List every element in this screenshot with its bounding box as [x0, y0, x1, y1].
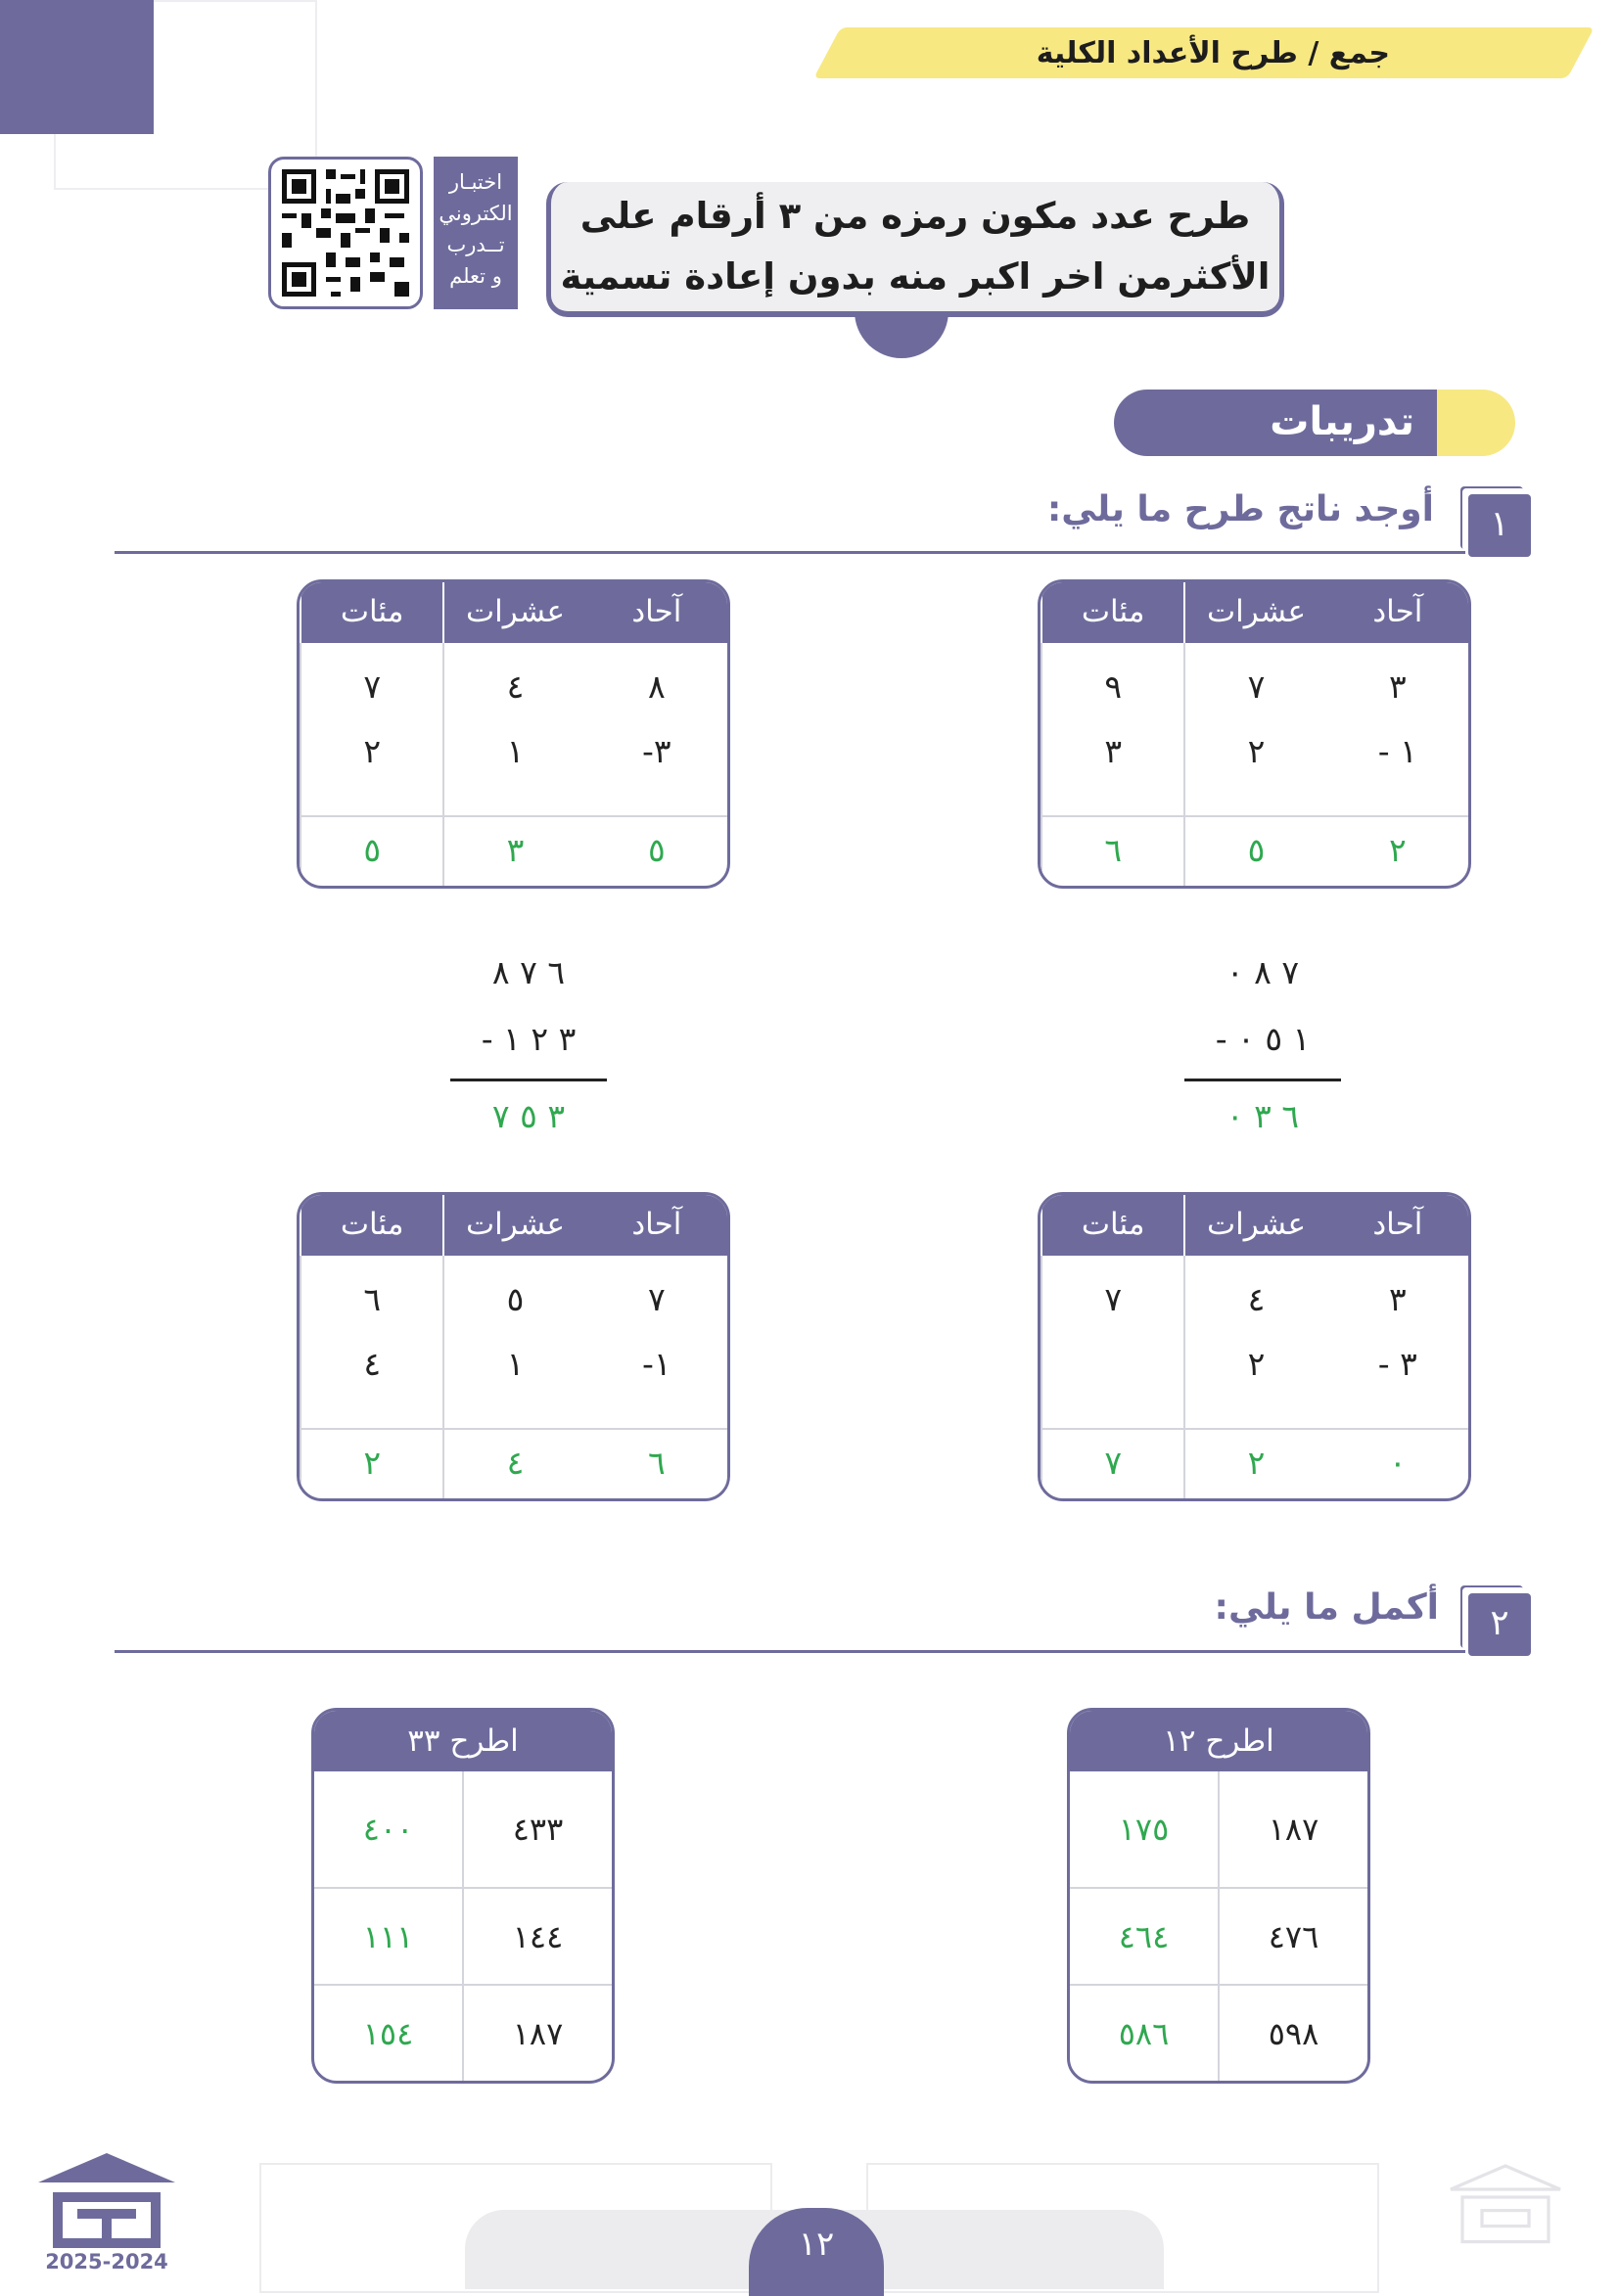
cell: ٢	[363, 732, 382, 770]
cell: ٥	[506, 1280, 525, 1318]
question-text-2: أكمل ما يلي:	[1214, 1587, 1439, 1628]
cell: ٤	[506, 667, 525, 706]
input-cell: ٤٧٦	[1218, 1889, 1367, 1984]
result-ones: ٦	[647, 1444, 666, 1482]
cell: ٣	[1104, 732, 1123, 770]
result-ones: ٥	[647, 831, 666, 869]
function-table-header: اطرح ١٢	[1070, 1711, 1367, 1771]
header-hundreds: مئات	[300, 582, 442, 643]
input-cell: ٤٣٣	[462, 1771, 612, 1887]
minuend: ٧ ٨ ٠	[1226, 953, 1300, 991]
cell: ٦	[363, 1280, 382, 1318]
result-tens: ٣	[442, 817, 585, 886]
header-ones: آحاد	[631, 594, 682, 629]
header-ones: آحاد	[631, 1207, 682, 1242]
result-tens: ٢	[1183, 1430, 1326, 1498]
input-cell: ٥٩٨	[1218, 1986, 1367, 2081]
header-ones: آحاد	[1372, 594, 1423, 629]
question-underline-2	[115, 1650, 1465, 1653]
lesson-title-line1: طرح عدد مكون رمزه من ٣ أرقام على	[579, 195, 1251, 237]
cell: ٣-	[642, 732, 671, 770]
qr-label-line2: الكتروني	[439, 202, 513, 225]
section-title: تدريبات	[1270, 399, 1414, 444]
lesson-title-tab	[855, 311, 948, 358]
subtrahend: ٣ ٢ ١ -	[481, 1020, 577, 1058]
header-hundreds: مئات	[1041, 582, 1183, 643]
qr-label	[434, 157, 518, 309]
lesson-title-line2: الأكثرمن اخر اكبر منه بدون إعادة تسمية	[560, 255, 1271, 298]
cell: ٤	[1247, 1280, 1266, 1318]
vertical-subtraction-2	[440, 940, 617, 1146]
function-table-header: اطرح ٣٣	[314, 1711, 612, 1771]
place-value-table-1	[1038, 579, 1471, 889]
cell: ٧	[647, 1280, 666, 1318]
result-hundreds: ٥	[300, 817, 442, 886]
output-cell: ١٥٤	[362, 2014, 414, 2052]
cell: ٣	[1388, 1280, 1407, 1318]
corner-block	[0, 0, 154, 134]
watermark-logo-icon	[1447, 2151, 1564, 2259]
edition-year: 2025-2024	[45, 2250, 168, 2273]
sum-line	[450, 1079, 607, 1081]
lesson-title	[558, 186, 1272, 307]
header-tens: عشرات	[1183, 582, 1326, 643]
cell: ٣ -	[1377, 1345, 1417, 1383]
output-cell: ٤٠٠	[362, 1811, 414, 1848]
cell: ١ -	[1377, 732, 1417, 770]
header-hundreds: مئات	[300, 1195, 442, 1256]
publisher-logo-text	[33, 2226, 180, 2227]
header-hundreds: مئات	[1041, 1195, 1183, 1256]
section-header-accent	[1437, 390, 1515, 456]
cell: ٣	[1388, 667, 1407, 706]
result-ones: ٢	[1388, 831, 1407, 869]
watermark-logo	[1447, 2151, 1564, 2259]
question-number-1: ١	[1468, 494, 1531, 557]
result-ones: ٠	[1388, 1444, 1407, 1482]
header-title: جمع / طرح الأعداد الكلية	[1036, 36, 1390, 70]
cell: ٨	[647, 667, 666, 706]
question-number-2: ٢	[1468, 1593, 1531, 1656]
subtrahend: ١ ٥ ٠ -	[1215, 1020, 1311, 1058]
difference: ٣ ٥ ٧	[491, 1097, 566, 1135]
output-cell: ٥٨٦	[1118, 2014, 1170, 2052]
result-tens: ٤	[442, 1430, 585, 1498]
header-ones: آحاد	[1372, 1207, 1423, 1242]
cell: ٩	[1104, 667, 1123, 706]
place-value-table-4	[297, 1192, 730, 1501]
cell: ٢	[1247, 1345, 1266, 1383]
output-cell: ٤٦٤	[1118, 1917, 1170, 1955]
output-cell: ١١١	[362, 1917, 414, 1955]
function-table-1	[1067, 1708, 1370, 2084]
difference: ٦ ٣ ٠	[1226, 1097, 1300, 1135]
header-tens: عشرات	[442, 1195, 585, 1256]
cell: ٢	[1247, 732, 1266, 770]
result-hundreds: ٧	[1041, 1430, 1183, 1498]
input-cell: ١٤٤	[462, 1889, 612, 1984]
question-underline-1	[115, 551, 1465, 554]
sum-line	[1184, 1079, 1341, 1081]
result-hundreds: ٦	[1041, 817, 1183, 886]
result-tens: ٥	[1183, 817, 1326, 886]
input-cell: ١٨٧	[1218, 1771, 1367, 1887]
header-tens: عشرات	[1183, 1195, 1326, 1256]
header-tens: عشرات	[442, 582, 585, 643]
cell: ٤	[363, 1345, 382, 1383]
qr-code[interactable]	[268, 157, 423, 309]
cell: ١	[506, 732, 525, 770]
minuend: ٦ ٧ ٨	[491, 953, 566, 991]
vertical-subtraction-1	[1175, 940, 1351, 1146]
qr-label-line4: و تعلم	[449, 264, 502, 288]
publisher-logo-icon	[33, 2148, 180, 2256]
result-hundreds: ٢	[300, 1430, 442, 1498]
cell: ٧	[363, 667, 382, 706]
qr-code-icon	[271, 160, 420, 306]
page-number: ١٢	[749, 2208, 884, 2296]
cell: ١-	[642, 1345, 671, 1383]
place-value-table-3	[1038, 1192, 1471, 1501]
qr-label-line3: تــدرب	[446, 233, 505, 256]
output-cell: ١٧٥	[1118, 1811, 1170, 1848]
question-text-1: أوجد ناتج طرح ما يلي:	[1046, 489, 1434, 529]
cell: ٧	[1104, 1280, 1123, 1318]
cell: ١	[506, 1345, 525, 1383]
input-cell: ١٨٧	[462, 1986, 612, 2081]
function-table-2	[311, 1708, 615, 2084]
cell	[1042, 1332, 1183, 1397]
place-value-table-2	[297, 579, 730, 889]
qr-label-line1: اختبـار	[448, 170, 503, 194]
cell: ٧	[1247, 667, 1266, 706]
